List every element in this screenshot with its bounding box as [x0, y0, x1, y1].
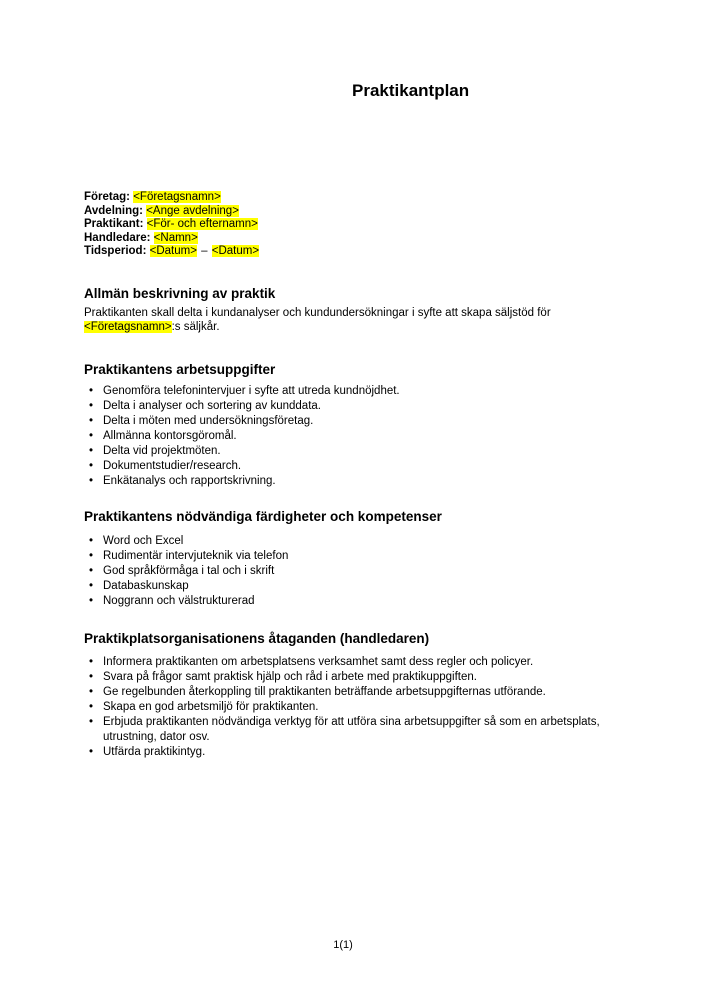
bullet-item — [84, 459, 622, 474]
section-heading: Praktikantens arbetsuppgifter — [84, 362, 276, 377]
field-row-tidsperiod — [84, 245, 259, 259]
bullet-text: Enkätanalys och rapportskrivning. — [103, 475, 276, 487]
bullet-item — [84, 384, 622, 399]
bullet-text: Delta vid projektmöten. — [103, 445, 221, 457]
bullet-icon — [89, 594, 93, 609]
paragraph-text: :s säljkår. — [171, 321, 220, 333]
section-arbetsuppgifter — [84, 362, 622, 489]
bullet-icon — [89, 564, 93, 579]
bullet-icon — [89, 670, 93, 685]
bullet-item — [84, 474, 622, 489]
bullet-icon — [89, 549, 93, 564]
bullet-item — [84, 444, 622, 459]
bullet-list — [84, 384, 622, 489]
bullet-icon — [89, 444, 93, 459]
field-row-handledare — [84, 232, 259, 246]
bullet-item — [84, 534, 622, 549]
field-value-highlighted: <Namn> — [153, 231, 198, 244]
bullet-icon — [89, 474, 93, 489]
bullet-text: Delta i möten med undersökningsföretag. — [103, 415, 314, 427]
bullet-text: Erbjuda praktikanten nödvändiga verktyg för att utföra sina arbetsuppgifter så som en arbetsplats, utrustning, dator osv. — [103, 716, 600, 743]
bullet-text: God språkförmåga i tal och i skrift — [103, 565, 275, 577]
section-allman-beskrivning — [84, 286, 622, 334]
field-value-highlighted: <För- och efternamn> — [146, 218, 258, 230]
bullet-icon — [89, 715, 93, 730]
field-label: Praktikant: — [84, 218, 144, 230]
section-heading: Allmän beskrivning av praktik — [84, 286, 276, 301]
bullet-item — [84, 715, 622, 745]
bullet-text: Databaskunskap — [103, 580, 189, 592]
field-row-foretag — [84, 191, 259, 205]
bullet-icon — [89, 579, 93, 594]
bullet-text: Noggrann och välstrukturerad — [103, 595, 255, 607]
field-row-avdelning — [84, 205, 259, 219]
paragraph-highlighted-text: <Företagsnamn> — [84, 321, 172, 333]
field-label: Tidsperiod: — [84, 245, 147, 257]
section-ataganden — [84, 631, 622, 760]
bullet-text: Skapa en god arbetsmiljö för praktikanten. — [103, 701, 319, 713]
bullet-text: Utfärda praktikintyg. — [103, 746, 206, 758]
bullet-item — [84, 670, 622, 685]
page-number: 1(1) — [333, 939, 353, 951]
bullet-icon — [89, 414, 93, 429]
field-value-highlighted: <Ange avdelning> — [146, 204, 239, 217]
bullet-icon — [89, 700, 93, 715]
bullet-item — [84, 685, 622, 700]
paragraph-text: Praktikanten skall delta i kundanalyser och kundundersökningar i syfte att skapa säljstöd för — [84, 307, 551, 319]
field-label: Företag: — [84, 191, 130, 203]
bullet-list — [84, 534, 622, 609]
field-value-highlighted: <Datum> — [211, 245, 260, 257]
bullet-icon — [89, 399, 93, 414]
bullet-icon — [89, 655, 93, 670]
bullet-item — [84, 429, 622, 444]
field-label: Handledare: — [84, 231, 151, 244]
bullet-list — [84, 655, 622, 760]
bullet-text: Word och Excel — [103, 535, 184, 547]
section-fardigheter — [84, 509, 622, 609]
field-block — [84, 191, 259, 259]
bullet-icon — [89, 745, 93, 760]
bullet-text: Delta i analyser och sortering av kunddata. — [103, 400, 321, 412]
bullet-item — [84, 549, 622, 564]
bullet-item — [84, 655, 622, 670]
bullet-item — [84, 414, 622, 429]
bullet-text: Informera praktikanten om arbetsplatsens verksamhet samt dess regler och policyer. — [103, 656, 534, 668]
bullet-icon — [89, 685, 93, 700]
section-heading: Praktikantens nödvändiga färdigheter och kompetenser — [84, 509, 442, 524]
bullet-text: Genomföra telefonintervjuer i syfte att utreda kundnöjdhet. — [103, 385, 400, 397]
bullet-item — [84, 579, 622, 594]
bullet-text: Rudimentär intervjuteknik via telefon — [103, 550, 289, 562]
bullet-text: Ge regelbunden återkoppling till praktikanten beträffande arbetsuppgifternas utförande. — [103, 686, 546, 698]
bullet-item — [84, 700, 622, 715]
field-row-praktikant — [84, 218, 259, 232]
document-title: Praktikantplan — [352, 81, 470, 100]
field-value-highlighted: <Företagsnamn> — [133, 191, 221, 203]
bullet-item — [84, 399, 622, 414]
section-heading: Praktikplatsorganisationens åtaganden (handledaren) — [84, 631, 430, 646]
bullet-item — [84, 564, 622, 579]
bullet-text: Svara på frågor samt praktisk hjälp och råd i arbete med praktikuppgiften. — [103, 671, 477, 683]
bullet-text: Allmänna kontorsgöromål. — [103, 430, 237, 442]
bullet-item — [84, 745, 622, 760]
field-label: Avdelning: — [84, 204, 143, 217]
section-paragraph — [84, 306, 622, 334]
bullet-icon — [89, 384, 93, 399]
field-value-highlighted: <Datum> — [149, 245, 197, 257]
bullet-item — [84, 594, 622, 609]
bullet-icon — [89, 429, 93, 444]
bullet-text: Dokumentstudier/research. — [103, 460, 242, 472]
bullet-icon — [89, 534, 93, 549]
date-range-dash: – — [201, 245, 208, 257]
bullet-icon — [89, 459, 93, 474]
